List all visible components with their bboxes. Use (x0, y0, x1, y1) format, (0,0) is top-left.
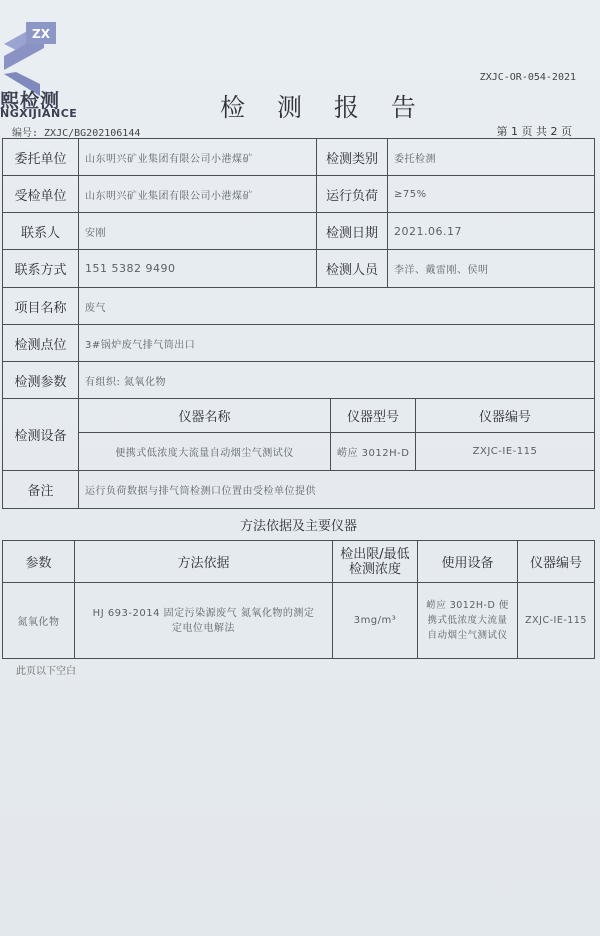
inspected-unit-value: 山东明兴矿业集团有限公司小港煤矿 (79, 176, 317, 213)
project-value: 废气 (79, 288, 595, 325)
phone-value: 151 5382 9490 (79, 250, 317, 288)
method-table (2, 508, 595, 659)
client-value: 山东明兴矿业集团有限公司小港煤矿 (79, 139, 317, 176)
logo-badge-text: ZX (32, 27, 50, 41)
logo-chinese-text: 熙检测 (0, 90, 61, 112)
table-row (3, 509, 595, 541)
test-param-value: 有组织: 氮氧化物 (79, 362, 595, 399)
table-row (3, 288, 595, 325)
method-param-header: 参数 (3, 541, 75, 583)
table-row (3, 399, 595, 433)
details-table (2, 287, 595, 509)
test-point-value: 3#锅炉废气排气筒出口 (79, 325, 595, 362)
equipment-name-header: 仪器名称 (79, 399, 331, 433)
test-param-label: 检测参数 (3, 362, 79, 399)
method-device-value: 崂应 3012H-D 便携式低浓度大流量自动烟尘气测试仪 (418, 583, 518, 659)
remark-value: 运行负荷数据与排气筒检测口位置由受检单位提供 (79, 471, 595, 509)
test-date-label: 检测日期 (317, 213, 388, 250)
table-row (3, 250, 595, 288)
table-row (3, 471, 595, 509)
table-row (3, 176, 595, 213)
test-point-label: 检测点位 (3, 325, 79, 362)
table-row (3, 325, 595, 362)
test-type-value: 委托检测 (388, 139, 595, 176)
equipment-label: 检测设备 (3, 399, 79, 471)
report-title: 检 测 报 告 (220, 93, 428, 122)
equipment-id: ZXJC-IE-115 (416, 433, 595, 471)
table-row (3, 433, 595, 471)
info-table (2, 138, 595, 288)
equipment-id-header: 仪器编号 (416, 399, 595, 433)
table-row (3, 541, 595, 583)
method-limit-header: 检出限/最低检测浓度 (333, 541, 418, 583)
equipment-name: 便携式低浓度大流量自动烟尘气测试仪 (79, 433, 331, 471)
test-type-label: 检测类别 (317, 139, 388, 176)
method-section-title: 方法依据及主要仪器 (3, 509, 595, 541)
remark-label: 备注 (3, 471, 79, 509)
contact-label: 联系人 (3, 213, 79, 250)
equipment-model-header: 仪器型号 (331, 399, 416, 433)
phone-label: 联系方式 (3, 250, 79, 288)
contact-value: 安刚 (79, 213, 317, 250)
method-basis-header: 方法依据 (75, 541, 333, 583)
logo-english-text: NGXIJIANCE (0, 107, 78, 120)
table-row (3, 139, 595, 176)
staff-value: 李洋、戴雷刚、侯明 (388, 250, 595, 288)
inspected-unit-label: 受检单位 (3, 176, 79, 213)
method-param-value: 氮氧化物 (3, 583, 75, 659)
client-label: 委托单位 (3, 139, 79, 176)
method-id-header: 仪器编号 (518, 541, 595, 583)
test-date-value: 2021.06.17 (388, 213, 595, 250)
load-label: 运行负荷 (317, 176, 388, 213)
method-id-value: ZXJC-IE-115 (518, 583, 595, 659)
table-row (3, 213, 595, 250)
page-indicator: 第 1 页 共 2 页 (496, 125, 572, 138)
staff-label: 检测人员 (317, 250, 388, 288)
load-value: ≥75% (388, 176, 595, 213)
blank-below-note: 此页以下空白 (16, 666, 76, 677)
table-row (3, 362, 595, 399)
document-code: ZXJC-OR-054-2021 (479, 72, 576, 83)
project-label: 项目名称 (3, 288, 79, 325)
method-device-header: 使用设备 (418, 541, 518, 583)
report-serial-number: 编号: ZXJC/BG202106144 (12, 128, 141, 139)
table-row (3, 583, 595, 659)
equipment-model: 崂应 3012H-D (331, 433, 416, 471)
method-limit-value: 3mg/m³ (333, 583, 418, 659)
method-basis-value: HJ 693-2014 固定污染源废气 氮氧化物的测定 定电位电解法 (75, 583, 333, 659)
